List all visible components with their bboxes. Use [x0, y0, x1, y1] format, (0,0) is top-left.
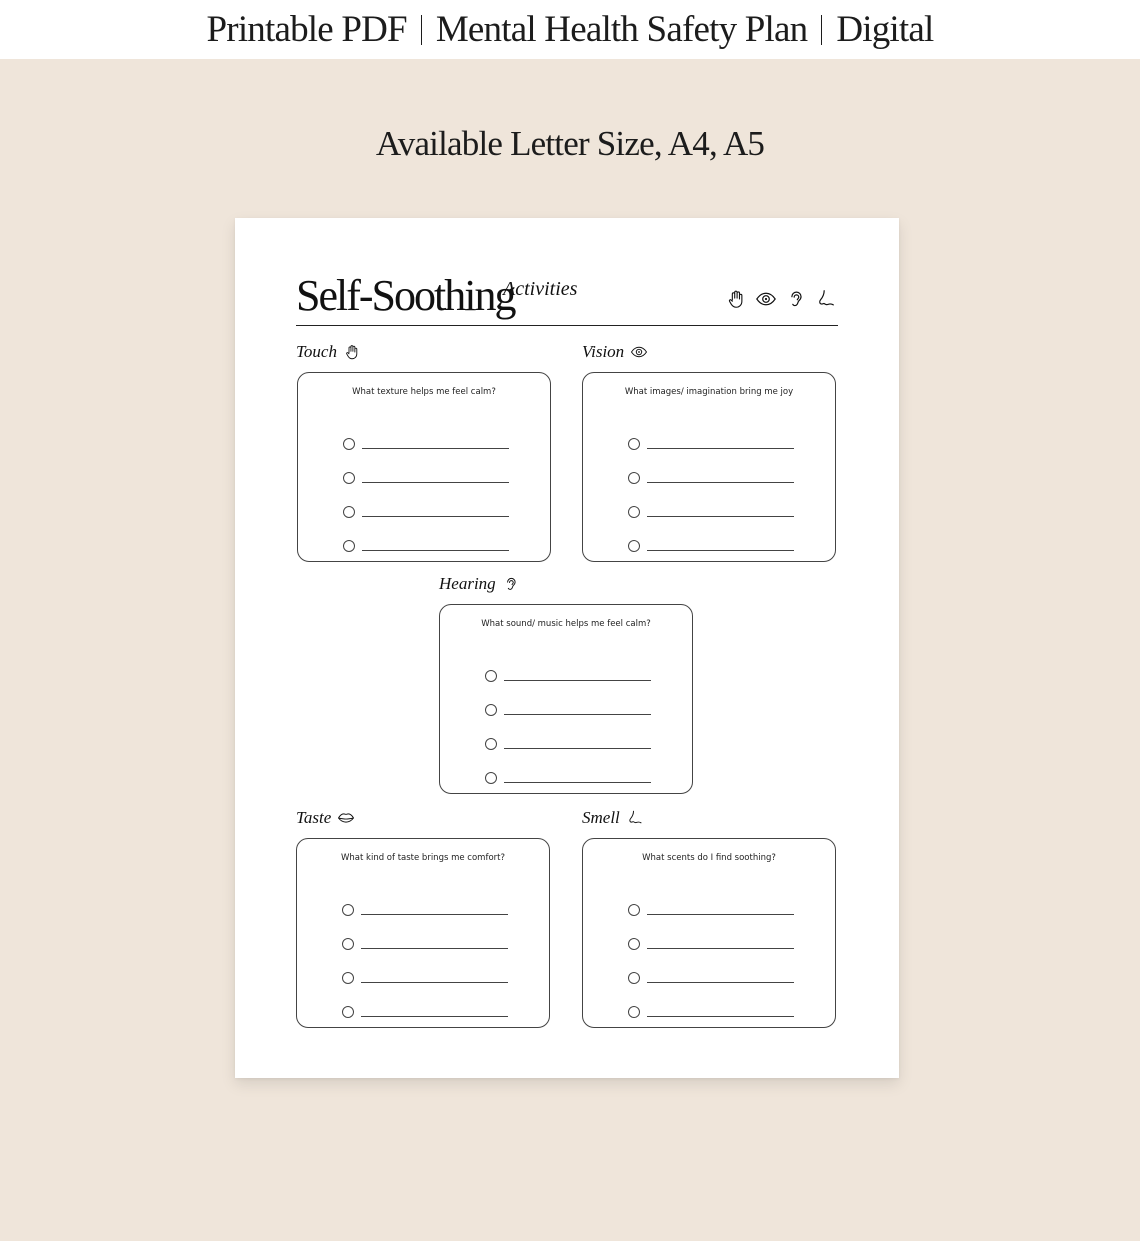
- checkbox-circle[interactable]: [343, 506, 355, 518]
- section-label-touch: [296, 342, 361, 362]
- answer-line[interactable]: [485, 715, 651, 749]
- checkbox-circle[interactable]: [342, 938, 354, 950]
- checkbox-circle[interactable]: [485, 772, 497, 784]
- blank-line[interactable]: [647, 482, 794, 483]
- banner-text: [207, 8, 934, 51]
- banner-part-title: Mental Health Safety Plan: [435, 9, 808, 50]
- answer-line[interactable]: [342, 983, 508, 1017]
- ear-icon: [502, 575, 520, 593]
- answer-line[interactable]: [485, 647, 651, 681]
- section-label-text: Taste: [296, 808, 332, 827]
- card-touch: [297, 372, 551, 562]
- eye-icon: [755, 288, 777, 310]
- checkbox-circle[interactable]: [628, 472, 640, 484]
- card-question: What kind of taste brings me comfort?: [341, 853, 505, 863]
- checkbox-circle[interactable]: [628, 438, 640, 450]
- card-question: What images/ imagination bring me joy: [624, 387, 794, 397]
- answer-line[interactable]: [485, 749, 651, 783]
- worksheet-page: [235, 218, 899, 1078]
- section-label-text: Smell: [582, 808, 620, 827]
- answer-lines: [628, 415, 794, 551]
- answer-line[interactable]: [628, 949, 794, 983]
- nose-icon: [626, 809, 644, 827]
- answer-line[interactable]: [628, 983, 794, 1017]
- checkbox-circle[interactable]: [628, 540, 640, 552]
- blank-line[interactable]: [504, 748, 651, 749]
- blank-line[interactable]: [647, 948, 794, 949]
- lips-icon: [337, 809, 355, 827]
- checkbox-circle[interactable]: [628, 972, 640, 984]
- answer-line[interactable]: [343, 415, 509, 449]
- card-question: What scents do I find soothing?: [642, 853, 776, 863]
- worksheet-subtitle: Activities: [503, 278, 578, 300]
- checkbox-circle[interactable]: [343, 540, 355, 552]
- answer-line[interactable]: [343, 483, 509, 517]
- checkbox-circle[interactable]: [342, 904, 354, 916]
- answer-line[interactable]: [628, 517, 794, 551]
- top-banner: [0, 0, 1140, 59]
- blank-line[interactable]: [361, 1016, 508, 1017]
- blank-line[interactable]: [362, 550, 509, 551]
- card-vision: [582, 372, 836, 562]
- hand-icon: [343, 343, 361, 361]
- checkbox-circle[interactable]: [628, 938, 640, 950]
- answer-lines: [628, 881, 794, 1017]
- nose-icon: [815, 288, 837, 310]
- blank-line[interactable]: [647, 550, 794, 551]
- checkbox-circle[interactable]: [628, 904, 640, 916]
- blank-line[interactable]: [647, 516, 794, 517]
- section-label-text: Hearing: [439, 574, 496, 593]
- section-label-hearing: [439, 574, 520, 594]
- section-label-smell: [582, 808, 644, 828]
- checkbox-circle[interactable]: [342, 1006, 354, 1018]
- checkbox-circle[interactable]: [485, 704, 497, 716]
- blank-line[interactable]: [504, 714, 651, 715]
- section-label-taste: [296, 808, 355, 828]
- checkbox-circle[interactable]: [485, 738, 497, 750]
- worksheet-title: Self-Soothing: [296, 271, 515, 320]
- answer-line[interactable]: [628, 415, 794, 449]
- header-icons: [725, 288, 837, 310]
- section-label-text: Vision: [582, 342, 625, 361]
- banner-separator: [421, 15, 422, 45]
- blank-line[interactable]: [362, 448, 509, 449]
- answer-line[interactable]: [342, 915, 508, 949]
- answer-line[interactable]: [343, 517, 509, 551]
- blank-line[interactable]: [504, 680, 651, 681]
- blank-line[interactable]: [361, 948, 508, 949]
- blank-line[interactable]: [647, 1016, 794, 1017]
- blank-line[interactable]: [361, 914, 508, 915]
- checkbox-circle[interactable]: [342, 972, 354, 984]
- card-question: What texture helps me feel calm?: [352, 387, 496, 397]
- banner-part-digital: Digital: [836, 9, 934, 50]
- banner-separator: [821, 15, 822, 45]
- card-taste: [296, 838, 550, 1028]
- checkbox-circle[interactable]: [343, 438, 355, 450]
- ear-icon: [785, 288, 807, 310]
- answer-line[interactable]: [343, 449, 509, 483]
- answer-lines: [343, 415, 509, 551]
- card-smell: [582, 838, 836, 1028]
- hand-icon: [725, 288, 747, 310]
- answer-lines: [342, 881, 508, 1017]
- checkbox-circle[interactable]: [628, 1006, 640, 1018]
- answer-line[interactable]: [342, 881, 508, 915]
- sizes-subtitle: Available Letter Size, A4, A5: [375, 124, 765, 163]
- checkbox-circle[interactable]: [628, 506, 640, 518]
- banner-part-printable: Printable PDF: [206, 9, 407, 50]
- blank-line[interactable]: [647, 448, 794, 449]
- answer-line[interactable]: [342, 949, 508, 983]
- blank-line[interactable]: [362, 516, 509, 517]
- section-label-vision: [582, 342, 648, 362]
- card-hearing: [439, 604, 693, 794]
- blank-line[interactable]: [647, 914, 794, 915]
- blank-line[interactable]: [504, 782, 651, 783]
- blank-line[interactable]: [362, 482, 509, 483]
- answer-line[interactable]: [628, 915, 794, 949]
- title-divider: [296, 325, 838, 326]
- checkbox-circle[interactable]: [485, 670, 497, 682]
- eye-icon: [630, 343, 648, 361]
- answer-line[interactable]: [628, 449, 794, 483]
- blank-line[interactable]: [647, 982, 794, 983]
- card-question: What sound/ music helps me feel calm?: [481, 619, 651, 629]
- answer-lines: [485, 647, 651, 783]
- section-label-text: Touch: [296, 342, 337, 361]
- answer-line[interactable]: [628, 881, 794, 915]
- blank-line[interactable]: [361, 982, 508, 983]
- answer-line[interactable]: [485, 681, 651, 715]
- answer-line[interactable]: [628, 483, 794, 517]
- checkbox-circle[interactable]: [343, 472, 355, 484]
